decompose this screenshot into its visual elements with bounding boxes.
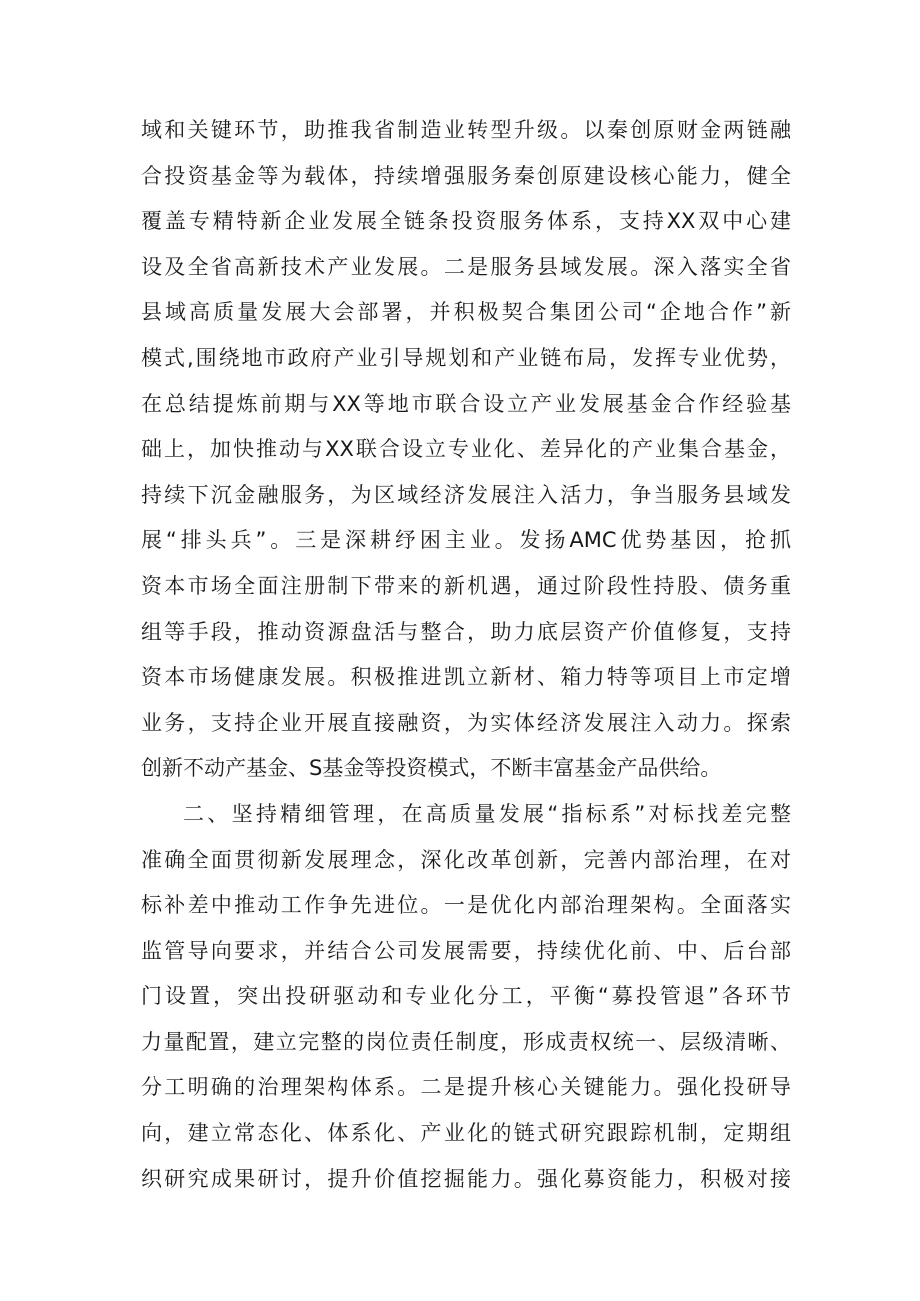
text-line: 模式,围绕地市政府产业引导规划和产业链布局，发挥专业优势， [141,345,791,370]
text-line: 设及全省高新技术产业发展。二是服务县域发展。深入落实全省 [141,254,791,279]
text-line: 覆盖专精特新企业发展全链条投资服务体系，支持XX双中心建 [141,209,791,234]
text-line: 资本市场全面注册制下带来的新机遇，通过阶段性持股、债务重 [141,573,791,598]
text-line: 持续下沉金融服务，为区域经济发展注入活力，争当服务县域发 [141,482,791,507]
text-line: 分工明确的治理架构体系。二是提升核心关键能力。强化投研导 [141,1075,791,1100]
text-line: 门设置，突出投研驱动和专业化分工，平衡“募投管退”各环节 [141,984,791,1009]
text-line: 资本市场健康发展。积极推进凯立新材、箱力特等项目上市定增 [141,665,791,690]
text-line: 标补差中推动工作争先进位。一是优化内部治理架构。全面落实 [141,893,791,918]
document-body [141,108,791,1202]
text-line: 向，建立常态化、体系化、产业化的链式研究跟踪机制，定期组 [141,1121,791,1146]
text-line: 组等手段，推动资源盘活与整合，助力底层资产价值修复，支持 [141,619,791,644]
text-line: 础上，加快推动与XX联合设立专业化、差异化的产业集合基金， [141,437,791,462]
text-line: 域和关键环节，助推我省制造业转型升级。以秦创原财金两链融 [141,118,791,142]
text-line: 业务，支持企业开展直接融资，为实体经济发展注入动力。探索 [141,710,791,735]
paragraph-end-line: 创新不动产基金、S基金等投资模式，不断丰富基金产品供给。 [141,756,722,781]
text-line: 合投资基金等为载体，持续增强服务秦创原建设核心能力，健全 [141,163,791,188]
text-line: 织研究成果研讨，提升价值挖掘能力。强化募资能力，积极对接 [141,1166,791,1191]
text-line: 力量配置，建立完整的岗位责任制度，形成责权统一、层级清晰、 [141,1029,791,1054]
text-line: 在总结提炼前期与XX等地市联合设立产业发展基金合作经验基 [141,391,791,416]
text-line: 县域高质量发展大会部署，并积极契合集团公司“企地合作”新 [141,300,791,325]
text-line: 监管导向要求，并结合公司发展需要，持续优化前、中、后台部 [141,938,791,963]
text-line: 展“排头兵”。三是深耕纾困主业。发扬AMC优势基因，抢抓 [141,528,791,553]
section-heading-line: 二、坚持精细管理，在高质量发展“指标系”对标找差完整 [183,801,791,826]
text-line: 准确全面贯彻新发展理念，深化改革创新，完善内部治理，在对 [141,847,791,872]
